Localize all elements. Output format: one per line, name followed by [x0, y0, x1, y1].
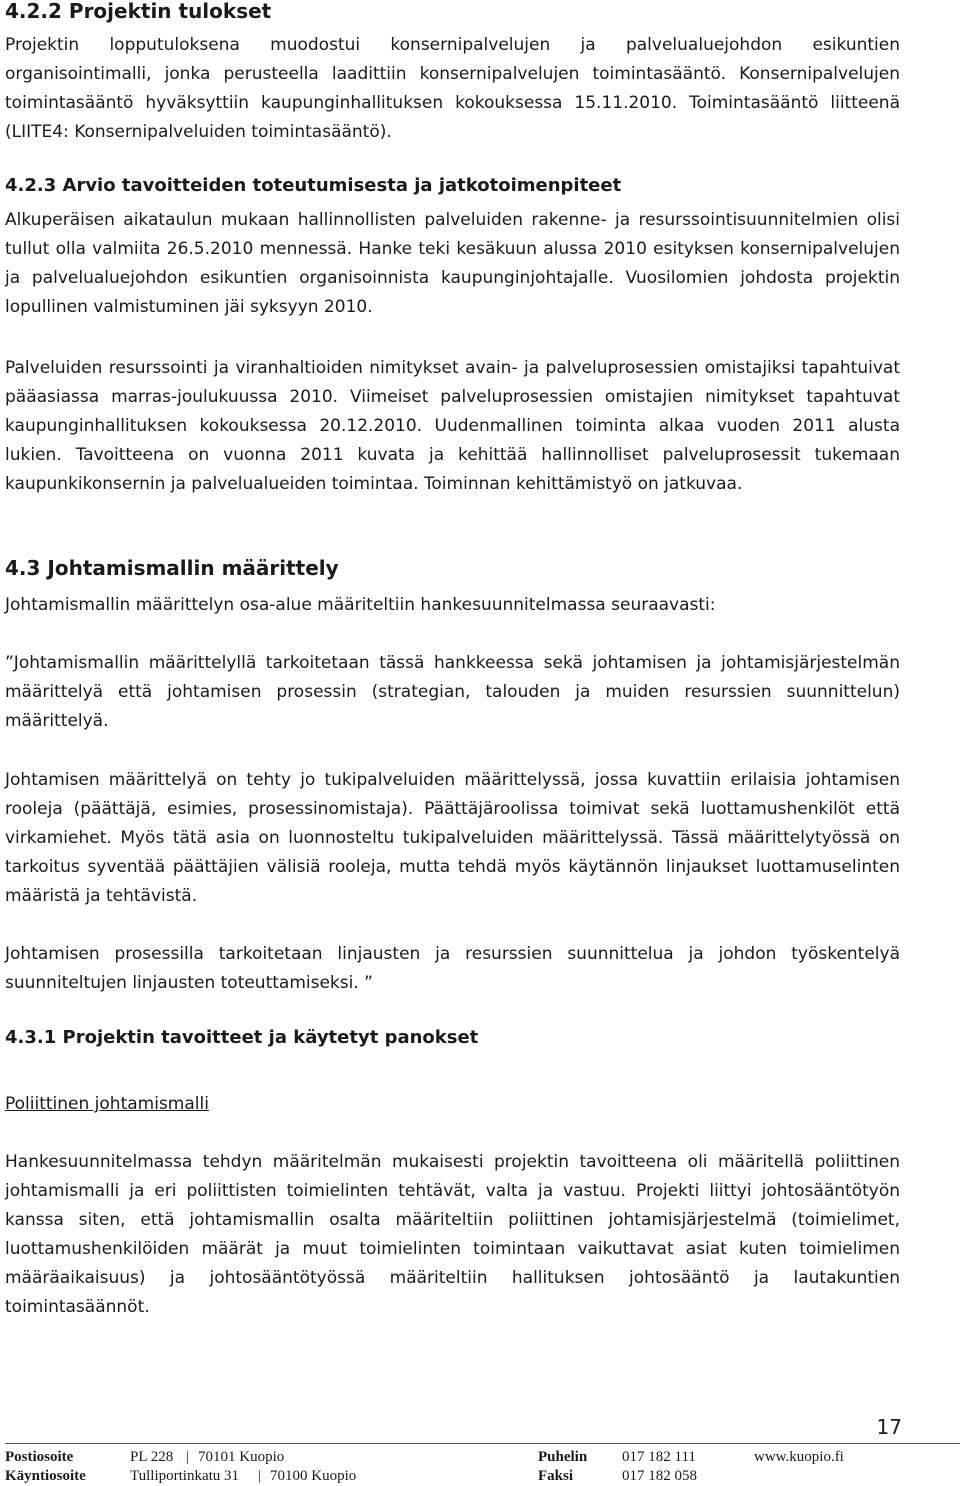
- footer-phone: 017 182 111: [622, 1449, 696, 1465]
- paragraph-management-process: Johtamisen prosessilla tarkoitetaan linjausten ja resurssien suunnittelua ja johdon työskentelyä suunniteltujen linjausten toteuttamiseksi. ”: [5, 944, 900, 993]
- section-heading-4-3-1: 4.3.1 Projektin tavoitteet ja käytetyt panokset: [5, 1027, 479, 1048]
- footer-street: Tulliportinkatu 31: [130, 1468, 240, 1484]
- footer-divider: [5, 1443, 960, 1444]
- footer-row-postal: [5, 1448, 955, 1467]
- footer-row-visiting: [5, 1467, 955, 1486]
- footer-website: www.kuopio.fi: [754, 1449, 844, 1465]
- footer-separator-icon: |: [186, 1449, 190, 1465]
- footer-phone-label: Puhelin: [538, 1449, 588, 1465]
- footer-fax: 017 182 058: [622, 1468, 697, 1484]
- footer-separator-icon: |: [258, 1468, 262, 1484]
- paragraph-political-model: Hankesuunnitelmassa tehdyn määritelmän mukaisesti projektin tavoitteena oli määritellä poliittinen johtamismalli ja eri poliittisten toimielinten tehtävät, valta ja vastuu. Projekti liittyi johtosääntötyön kanssa siten, että johtamismallin osalta määriteltiin poliittinen johtamisjärjestelmä (toimielimet, luottamushenkilöiden määrät ja muut toimielinten toimintaan vaikuttavat asiat kuten toimielimen määräaikaisuus) ja johtosääntötyössä määriteltiin hallituksen johtosääntö ja lautakuntien toimintasäännöt.: [5, 1152, 900, 1317]
- footer-po-box: PL 228: [130, 1449, 174, 1465]
- paragraph-management-model-intro: Johtamismallin määrittelyn osa-alue määriteltiin hankesuunnitelmassa seuraavasti:: [5, 595, 716, 615]
- paragraph-schedule-assessment: Alkuperäisen aikataulun mukaan hallinnollisten palveluiden rakenne- ja resurssointisuunnitelmien olisi tullut olla valmiita 26.5.2010 mennessä. Hanke teki kesäkuun alussa 2010 esityksen konsernipalvelujen ja palvelualuejohdon esikuntien organisoinnista kaupunginjohtajalle. Vuosilomien johdosta projektin lopullinen valmistuminen jäi syksyyn 2010.: [5, 210, 900, 317]
- section-heading-4-3: 4.3 Johtamismallin määrittely: [5, 556, 339, 580]
- paragraph-management-roles: Johtamisen määrittelyä on tehty jo tukipalveluiden määrittelyssä, jossa kuvattiin erilaisia johtamisen rooleja (päättäjä, esimies, prosessinomistaja). Päättäjäroolissa toimivat sekä luottamushenkilöt että virkamiehet. Myös tätä asia on luonnosteltu tukipalveluiden määrittelyssä. Tässä määrittelytyössä on tarkoitus syventää päättäjien välisiä rooleja, mutta tehdä myös käytännön linjaukset luottamuselinten määristä ja tehtävistä.: [5, 770, 900, 906]
- footer-postal-label: Postiosoite: [5, 1449, 74, 1465]
- subheading-political-model: Poliittinen johtamismalli: [5, 1094, 209, 1114]
- section-heading-4-2-2: 4.2.2 Projektin tulokset: [5, 0, 272, 23]
- page-number: 17: [876, 1415, 902, 1439]
- footer-postal-code: 70101 Kuopio: [198, 1449, 285, 1465]
- section-heading-4-2-3: 4.2.3 Arvio tavoitteiden toteutumisesta ja jatkotoimenpiteet: [5, 175, 622, 196]
- paragraph-resourcing: Palveluiden resurssointi ja viranhaltioiden nimitykset avain- ja palveluprosessien omistajiksi tapahtuivat pääasiassa marras-joulukuussa 2010. Viimeiset palveluprosessien omistajien nimitykset tapahtuvat kaupunginhallituksen kokouksessa 20.12.2010. Uudenmallinen toiminta alkaa vuoden 2011 alusta lukien. Tavoitteena on vuonna 2011 kuvata ja kehittää hallinnolliset palveluprosessit tukemaan kaupunkikonsernin ja palvelualueiden toimintaa. Toiminnan kehittämistyö on jatkuvaa.: [5, 358, 900, 494]
- paragraph-quote-definition: ”Johtamismallin määrittelyllä tarkoitetaan tässä hankkeessa sekä johtamisen ja johtamisjärjestelmän määrittelyä että johtamisen prosessin (strategian, talouden ja muiden resurssien suunnittelun) määrittelyä.: [5, 653, 900, 731]
- footer-fax-label: Faksi: [538, 1468, 574, 1484]
- paragraph-project-results: Projektin lopputuloksena muodostui konsernipalvelujen ja palvelualuejohdon esikuntien organisointimalli, jonka perusteella laadittiin konsernipalvelujen toimintasääntö. Konsernipalvelujen toimintasääntö hyväksyttiin kaupunginhallituksen kokouksessa 15.11.2010. Toimintasääntö liitteenä (LIITE4: Konsernipalveluiden toimintasääntö).: [5, 35, 900, 142]
- footer-visiting-label: Käyntiosoite: [5, 1468, 86, 1484]
- footer-visiting-postcode: 70100 Kuopio: [270, 1468, 357, 1484]
- page-footer: [5, 1448, 955, 1486]
